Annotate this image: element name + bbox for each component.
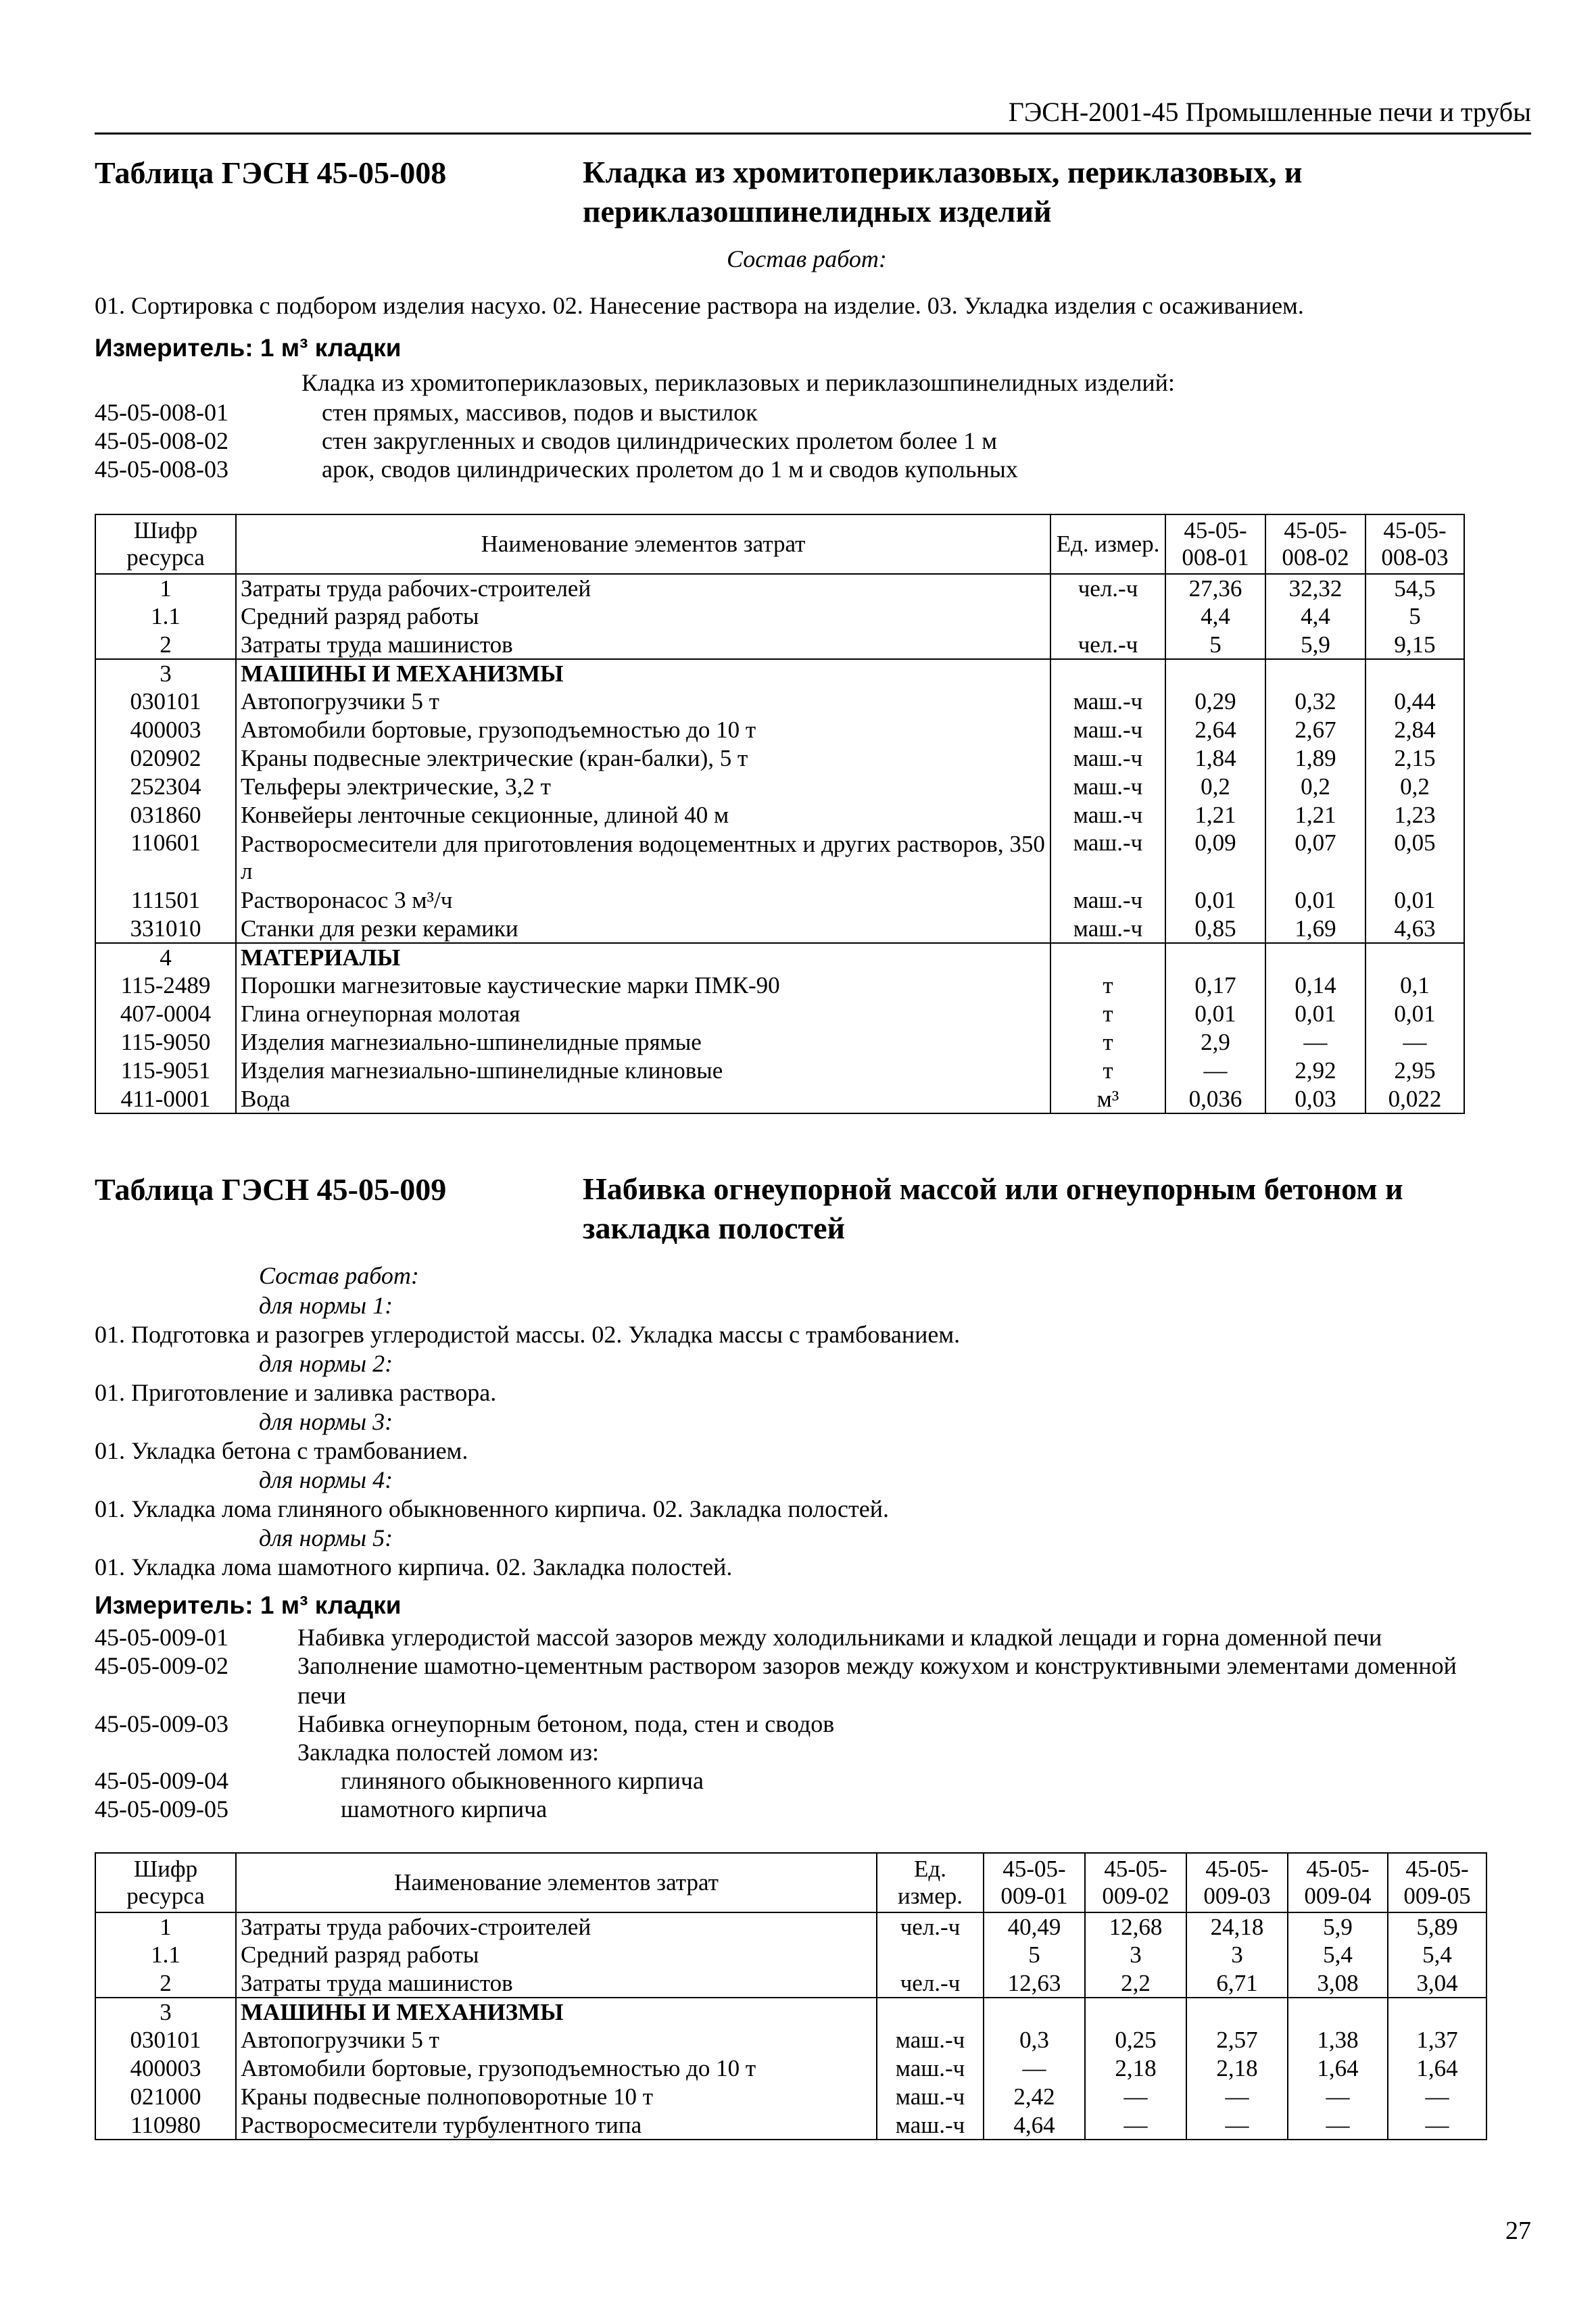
cell-value: 5,89 [1388, 1912, 1486, 1941]
cell-code: 4 [95, 943, 236, 971]
cell-value [1186, 1998, 1288, 2026]
composition-norm-label: для нормы 2: [259, 1350, 393, 1377]
cell-code: 115-9051 [95, 1057, 236, 1085]
resource-table-2 [95, 1852, 1487, 2140]
cell-value: 0,25 [1085, 2026, 1186, 2054]
table-row [95, 687, 1464, 716]
cell-value: 0,14 [1265, 971, 1365, 1000]
table-row [95, 1057, 1464, 1085]
cell-code: 1 [95, 574, 236, 602]
cell-value: 54,5 [1365, 574, 1464, 602]
cell-name: Средний разряд работы [236, 602, 1050, 631]
cell-code: 2 [95, 631, 236, 659]
cell-unit: т [1050, 1000, 1165, 1028]
cell-value: 3 [1085, 1941, 1186, 1969]
table-title: Кладка из хромитопериклазовых, периклазовых, и периклазошпинелидных изделий [583, 155, 1303, 228]
col-header-norm: 45-05-009-02 [1085, 1853, 1186, 1912]
header-title: ГЭСН-2001-45 Промышленные печи и трубы [1008, 97, 1531, 127]
cell-value: 1,21 [1165, 801, 1265, 829]
cell-code: 411-0001 [95, 1085, 236, 1113]
table-row [95, 915, 1464, 943]
norm-code: 45-05-009-04 [95, 1767, 228, 1794]
cell-value [1085, 1998, 1186, 2026]
composition-text: 01. Сортировка с подбором изделия насухо. 02. Нанесение раствора на изделие. 03. Укладка изделия с осаживанием. [95, 292, 1304, 319]
table-row [95, 1969, 1486, 1998]
norm-text: шамотного кирпича [341, 1795, 548, 1823]
cell-unit: маш.-ч [1050, 716, 1165, 744]
cell-code: 031860 [95, 801, 236, 829]
cell-code: 111501 [95, 886, 236, 915]
composition-text: 01. Приготовление и заливка раствора. [95, 1379, 497, 1406]
table-row [95, 886, 1464, 915]
cell-value [1265, 943, 1365, 971]
cell-name: МАТЕРИАЛЫ [236, 943, 1050, 971]
cell-unit: маш.-ч [1050, 915, 1165, 943]
norm-item [95, 397, 1379, 427]
cell-value: 0,036 [1165, 1085, 1265, 1113]
cell-value [1165, 943, 1265, 971]
cell-code: 110601 [95, 829, 236, 886]
cell-value: 27,36 [1165, 574, 1265, 602]
cell-unit: чел.-ч [877, 1969, 984, 1998]
cell-value: 4,4 [1265, 602, 1365, 631]
cell-unit: маш.-ч [877, 2083, 984, 2111]
cell-value: 2,67 [1265, 716, 1365, 744]
cell-unit [1050, 602, 1165, 631]
cell-value: 1,37 [1388, 2026, 1486, 2054]
cell-value: 1,89 [1265, 744, 1365, 773]
table-number: Таблица ГЭСН 45-05-009 [95, 1172, 447, 1207]
composition-norm-label: для нормы 3: [259, 1408, 393, 1435]
cell-value: — [1186, 2083, 1288, 2111]
cell-value: — [1186, 2111, 1288, 2140]
cell-value: 2,2 [1085, 1969, 1186, 1998]
cell-code: 020902 [95, 744, 236, 773]
composition-label: Состав работ: [727, 245, 887, 272]
cell-code: 110980 [95, 2111, 236, 2140]
table-row [95, 829, 1464, 886]
cell-value: — [1085, 2111, 1186, 2140]
table-row [95, 1028, 1464, 1057]
cell-name: Автомобили бортовые, грузоподъемностью до 10 т [236, 716, 1050, 744]
norm-code: 45-05-009-02 [95, 1652, 228, 1679]
col-header-norm: 45-05-009-04 [1288, 1853, 1388, 1912]
cell-value: 3,04 [1388, 1969, 1486, 1998]
cell-name: Глина огнеупорная молотая [236, 1000, 1050, 1028]
cell-value: 1,64 [1388, 2054, 1486, 2083]
cell-unit: маш.-ч [1050, 744, 1165, 773]
composition-label: Состав работ: [259, 1262, 419, 1289]
cell-name: Затраты труда рабочих-строителей [236, 574, 1050, 602]
norm-code: 45-05-009-01 [95, 1624, 228, 1651]
cell-value: — [1288, 2083, 1388, 2111]
cell-value: 0,17 [1165, 971, 1265, 1000]
cell-value: 12,68 [1085, 1912, 1186, 1941]
col-header-norm: 45-05-008-02 [1265, 514, 1365, 574]
cell-unit: маш.-ч [1050, 886, 1165, 915]
cell-value: 5,9 [1265, 631, 1365, 659]
cell-unit: м³ [1050, 1085, 1165, 1113]
cell-value: 2,18 [1085, 2054, 1186, 2083]
norm-code: 45-05-008-01 [95, 399, 228, 426]
cell-name: Краны подвесные электрические (кран-балки), 5 т [236, 744, 1050, 773]
table-row [95, 602, 1464, 631]
table-row [95, 631, 1464, 659]
cell-value [1288, 1998, 1388, 2026]
cell-name: МАШИНЫ И МЕХАНИЗМЫ [236, 659, 1050, 687]
running-header [95, 95, 1531, 135]
cell-code: 3 [95, 1998, 236, 2026]
col-header-name: Наименование элементов затрат [236, 1853, 877, 1912]
cell-code: 030101 [95, 687, 236, 716]
cell-value: 3 [1186, 1941, 1288, 1969]
measure-unit: Измеритель: 1 м³ кладки [95, 334, 402, 362]
cell-name: Автопогрузчики 5 т [236, 687, 1050, 716]
cell-value: 0,09 [1165, 829, 1265, 886]
cell-value: 0,07 [1265, 829, 1365, 886]
cell-unit: маш.-ч [877, 2054, 984, 2083]
table-row [95, 1085, 1464, 1113]
cell-code: 1.1 [95, 602, 236, 631]
norm-text: Заполнение шамотно-цементным раствором зазоров между кожухом и конструктивными элементами доменной печи [297, 1652, 1457, 1709]
cell-value: — [1085, 2083, 1186, 2111]
table-row [95, 1912, 1486, 1941]
cell-name: Растворосмесители турбулентного типа [236, 2111, 877, 2140]
cell-name: Затраты труда машинистов [236, 1969, 877, 1998]
cell-unit: маш.-ч [877, 2111, 984, 2140]
composition-norm-label: для нормы 1: [259, 1292, 393, 1319]
cell-name: Изделия магнезиально-шпинелидные прямые [236, 1028, 1050, 1057]
cell-value: 1,64 [1288, 2054, 1388, 2083]
col-header-code: Шифр ресурса [95, 514, 236, 574]
cell-value: 1,21 [1265, 801, 1365, 829]
cell-code: 331010 [95, 915, 236, 943]
cell-name: Тельферы электрические, 3,2 т [236, 773, 1050, 801]
cell-value: 5,4 [1288, 1941, 1388, 1969]
col-header-norm: 45-05-008-01 [1165, 514, 1265, 574]
composition-text: 01. Укладка бетона с трамбованием. [95, 1437, 468, 1464]
cell-value: 24,18 [1186, 1912, 1288, 1941]
cell-code: 400003 [95, 2054, 236, 2083]
norm-code: 45-05-008-03 [95, 456, 228, 483]
cell-value: 2,92 [1265, 1057, 1365, 1085]
norm-code: 45-05-009-05 [95, 1795, 228, 1823]
cell-value: — [1288, 2111, 1388, 2140]
norm-text: Набивка углеродистой массой зазоров между холодильниками и кладкой лещади и горна доменной печи [297, 1624, 1382, 1651]
cell-value: — [1388, 2083, 1486, 2111]
table-row [95, 659, 1464, 687]
cell-code: 030101 [95, 2026, 236, 2054]
cell-value: 4,4 [1165, 602, 1265, 631]
cell-value [1365, 943, 1464, 971]
norm-item [95, 1622, 1514, 1652]
norm-text: арок, сводов цилиндрических пролетом до 1 м и сводов купольных [322, 456, 1018, 483]
table-row [95, 574, 1464, 602]
cell-value: 2,42 [984, 2083, 1085, 2111]
cell-value: 0,01 [1165, 1000, 1265, 1028]
composition-text: 01. Укладка лома глиняного обыкновенного кирпича. 02. Закладка полостей. [95, 1495, 890, 1522]
cell-unit: т [1050, 971, 1165, 1000]
cell-code: 115-2489 [95, 971, 236, 1000]
col-header-norm: 45-05-009-01 [984, 1853, 1085, 1912]
norm-text: глиняного обыкновенного кирпича [341, 1767, 704, 1794]
col-header-code: Шифр ресурса [95, 1853, 236, 1912]
cell-value: 4,63 [1365, 915, 1464, 943]
table-row [95, 744, 1464, 773]
cell-unit: маш.-ч [1050, 801, 1165, 829]
norm-item [95, 1766, 1514, 1795]
cell-unit: чел.-ч [1050, 631, 1165, 659]
table-row [95, 1000, 1464, 1028]
cell-value: 0,2 [1365, 773, 1464, 801]
cell-name: Затраты труда машинистов [236, 631, 1050, 659]
cell-code: 115-9050 [95, 1028, 236, 1057]
cell-value: 0,01 [1265, 886, 1365, 915]
cell-value: 0,2 [1165, 773, 1265, 801]
col-header-norm: 45-05-008-03 [1365, 514, 1464, 574]
cell-value: 9,15 [1365, 631, 1464, 659]
cell-value: 2,64 [1165, 716, 1265, 744]
cell-name: Порошки магнезитовые каустические марки ПМК-90 [236, 971, 1050, 1000]
cell-value: — [1265, 1028, 1365, 1057]
measure-unit: Измеритель: 1 м³ кладки [95, 1591, 402, 1619]
cell-name: Станки для резки керамики [236, 915, 1050, 943]
norm-code: 45-05-009-03 [95, 1710, 228, 1737]
cell-value: 0,44 [1365, 687, 1464, 716]
cell-name: Изделия магнезиально-шпинелидные клиновые [236, 1057, 1050, 1085]
cell-value: 2,15 [1365, 744, 1464, 773]
composition-text: 01. Укладка лома шамотного кирпича. 02. Закладка полостей. [95, 1553, 733, 1581]
norm-text: стен закругленных и сводов цилиндрических пролетом более 1 м [322, 427, 997, 454]
table-row [95, 943, 1464, 971]
col-header-unit: Ед. измер. [877, 1853, 984, 1912]
cell-name: Краны подвесные полноповоротные 10 т [236, 2083, 877, 2111]
cell-unit: маш.-ч [1050, 773, 1165, 801]
cell-value: 40,49 [984, 1912, 1085, 1941]
cell-value: 0,022 [1365, 1085, 1464, 1113]
cell-value: 1,38 [1288, 2026, 1388, 2054]
norm-item [95, 426, 1379, 456]
cell-name: Автомобили бортовые, грузоподъемностью до 10 т [236, 2054, 877, 2083]
cell-value: 1,69 [1265, 915, 1365, 943]
composition-norm-label: для нормы 4: [259, 1466, 393, 1493]
cell-name: Вода [236, 1085, 1050, 1113]
norm-text: Закладка полостей ломом из: [297, 1739, 599, 1766]
cell-value: 5,4 [1388, 1941, 1486, 1969]
cell-unit: маш.-ч [1050, 829, 1165, 886]
cell-value: 12,63 [984, 1969, 1085, 1998]
col-header-norm: 45-05-009-03 [1186, 1853, 1288, 1912]
cell-unit: т [1050, 1028, 1165, 1057]
norm-item [95, 1709, 1514, 1739]
cell-name: МАШИНЫ И МЕХАНИЗМЫ [236, 1998, 877, 2026]
cell-value: 0,2 [1265, 773, 1365, 801]
cell-value: 0,01 [1365, 886, 1464, 915]
cell-value: 5 [1165, 631, 1265, 659]
norm-item [95, 1737, 1514, 1767]
cell-name: Растворосмесители для приготовления водоцементных и других растворов, 350 л [236, 829, 1050, 886]
cell-value: 32,32 [1265, 574, 1365, 602]
cell-value [1165, 659, 1265, 687]
cell-code: 252304 [95, 773, 236, 801]
cell-code: 2 [95, 1969, 236, 1998]
cell-value: 5 [984, 1941, 1085, 1969]
cell-unit [1050, 659, 1165, 687]
norm-item [95, 454, 1379, 484]
cell-value: 2,18 [1186, 2054, 1288, 2083]
table-row [95, 716, 1464, 744]
cell-name: Растворонасос 3 м³/ч [236, 886, 1050, 915]
cell-code: 3 [95, 659, 236, 687]
table-row [95, 971, 1464, 1000]
cell-value: 0,1 [1365, 971, 1464, 1000]
cell-unit [1050, 943, 1165, 971]
cell-unit: чел.-ч [1050, 574, 1165, 602]
cell-value: — [984, 2054, 1085, 2083]
cell-value: 1,84 [1165, 744, 1265, 773]
cell-value: 5,9 [1288, 1912, 1388, 1941]
table-title: Набивка огнеупорной массой или огнеупорным бетоном и закладка полостей [583, 1172, 1403, 1245]
norms-intro: Кладка из хромитопериклазовых, периклазовых и периклазошпинелидных изделий: [301, 369, 1175, 396]
table-row [95, 1998, 1486, 2026]
cell-value: 2,57 [1186, 2026, 1288, 2054]
cell-value [1388, 1998, 1486, 2026]
composition-text: 01. Подготовка и разогрев углеродистой массы. 02. Укладка массы с трамбованием. [95, 1321, 961, 1348]
cell-unit: чел.-ч [877, 1912, 984, 1941]
cell-code: 021000 [95, 2083, 236, 2111]
norm-code: 45-05-008-02 [95, 427, 228, 454]
col-header-unit: Ед. измер. [1050, 514, 1165, 574]
cell-value: 4,64 [984, 2111, 1085, 2140]
cell-unit: маш.-ч [877, 2026, 984, 2054]
cell-value: — [1365, 1028, 1464, 1057]
norm-item [95, 1651, 1514, 1709]
table-row [95, 801, 1464, 829]
cell-value: 6,71 [1186, 1969, 1288, 1998]
cell-value: 0,01 [1365, 1000, 1464, 1028]
cell-value: 2,9 [1165, 1028, 1265, 1057]
cell-value: 5 [1365, 602, 1464, 631]
norm-text: стен прямых, массивов, подов и выстилок [322, 399, 758, 426]
table-row [95, 2083, 1486, 2111]
cell-value: 0,03 [1265, 1085, 1365, 1113]
cell-unit: т [1050, 1057, 1165, 1085]
cell-value: 0,29 [1165, 687, 1265, 716]
cell-code: 1.1 [95, 1941, 236, 1969]
cell-unit [877, 1998, 984, 2026]
cell-value: 3,08 [1288, 1969, 1388, 1998]
cell-value: — [1388, 2111, 1486, 2140]
cell-value: 0,05 [1365, 829, 1464, 886]
norm-text: Набивка огнеупорным бетоном, пода, стен и сводов [297, 1710, 835, 1737]
table-row [95, 1941, 1486, 1969]
col-header-norm: 45-05-009-05 [1388, 1853, 1486, 1912]
table-number: Таблица ГЭСН 45-05-008 [95, 155, 447, 190]
cell-name: Затраты труда рабочих-строителей [236, 1912, 877, 1941]
table-row [95, 773, 1464, 801]
cell-value [984, 1998, 1085, 2026]
cell-name: Конвейеры ленточные секционные, длиной 40 м [236, 801, 1050, 829]
cell-value: 0,01 [1165, 886, 1265, 915]
cell-value: 1,23 [1365, 801, 1464, 829]
table-row [95, 2026, 1486, 2054]
cell-code: 400003 [95, 716, 236, 744]
cell-unit [877, 1941, 984, 1969]
resource-table-1 [95, 514, 1465, 1114]
cell-name: Средний разряд работы [236, 1941, 877, 1969]
cell-name: Автопогрузчики 5 т [236, 2026, 877, 2054]
page-number: 27 [1505, 2217, 1531, 2245]
table-row [95, 2111, 1486, 2140]
cell-value: 0,85 [1165, 915, 1265, 943]
table-row [95, 2054, 1486, 2083]
cell-unit: маш.-ч [1050, 687, 1165, 716]
cell-value [1365, 659, 1464, 687]
cell-value: 0,01 [1265, 1000, 1365, 1028]
cell-code: 407-0004 [95, 1000, 236, 1028]
cell-value: 0,3 [984, 2026, 1085, 2054]
cell-code: 1 [95, 1912, 236, 1941]
cell-value: — [1165, 1057, 1265, 1085]
cell-value: 2,95 [1365, 1057, 1464, 1085]
col-header-name: Наименование элементов затрат [236, 514, 1050, 574]
norm-item [95, 1794, 1514, 1824]
cell-value [1265, 659, 1365, 687]
cell-value: 2,84 [1365, 716, 1464, 744]
cell-value: 0,32 [1265, 687, 1365, 716]
composition-norm-label: для нормы 5: [259, 1524, 393, 1551]
